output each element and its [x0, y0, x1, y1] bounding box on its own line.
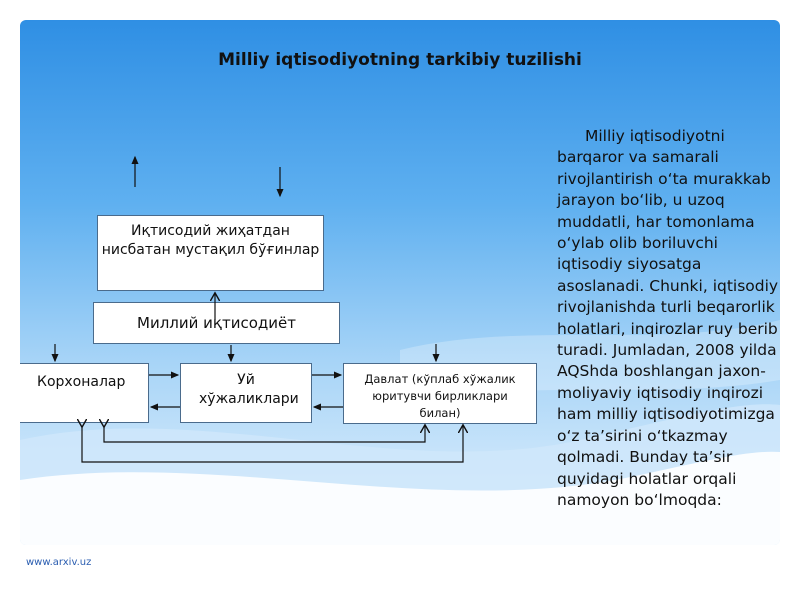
outer-bottom-connector	[82, 426, 463, 462]
enterprises-label: Корхоналар	[37, 374, 126, 390]
inner-bottom-connector	[104, 426, 425, 442]
body-paragraph	[557, 126, 780, 511]
independent-units-label: Иқтисодий жиҳатдан нисбатан мустақил бўғинлар	[101, 223, 320, 258]
slide-title: Milliy iqtisodiyotning tarkibiy tuzilishi	[218, 50, 582, 70]
footer-site-link[interactable]: www.arxiv.uz	[26, 557, 92, 568]
slide	[20, 20, 780, 545]
state-label: Давлат (кўплаб хўжалик юритувчи бирликлари билан)	[364, 372, 516, 420]
households-label: Уй хўжаликлари	[199, 372, 299, 407]
body-paragraph-text: Milliy iqtisodiyotni barqaror va samarali rivojlantirish o‘ta murakkab jarayon bo‘lib, u uzoq muddatli, har tomonlama o‘ylab olib boriluvchi iqtisodiy siyosatga asoslanadi. Chunki, iqtisodiy rivojlanishda turli beqarorlik holatlari, inqirozlar ruy berib turadi. Jumladan, 2008 yilda AQShda boshlangan jaxon-moliyaviy iqtisodiy inqirozi ham milliy iqtisodiyotimizga o‘z ta’sirini o‘tkazmay qolmadi. Bunday ta’sir quyidagi holatlar orqali namoyon bo‘lmoqda:	[557, 127, 779, 509]
national-economy-label: Миллий иқтисодиёт	[137, 314, 296, 332]
